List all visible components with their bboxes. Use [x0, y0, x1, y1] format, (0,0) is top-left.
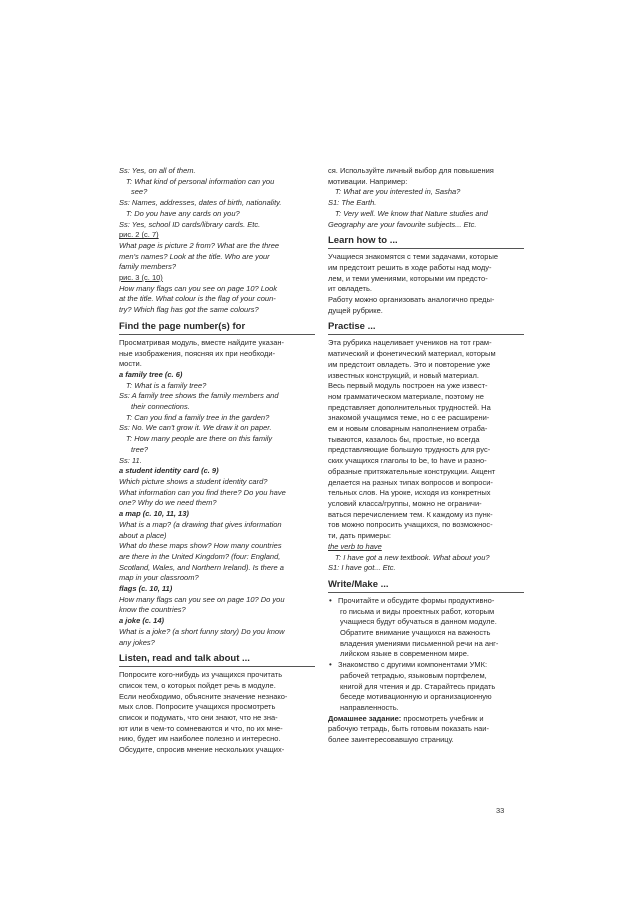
left-column	[119, 166, 315, 756]
text-line: Если необходимо, объясните значение незнако-	[119, 691, 288, 701]
text-line: ном грамматическом материале, поэтому не	[328, 391, 484, 401]
section-heading-wrap	[328, 235, 524, 249]
text-line: Эта рубрика нацеливает учеников на тот грам-	[328, 338, 492, 348]
text-line: one? Why do we need them?	[119, 498, 217, 508]
intro-block	[328, 166, 524, 230]
text-line: Просматривая модуль, вместе найдите указан-	[119, 337, 285, 347]
homework-label: Домашнее задание:	[328, 713, 402, 723]
text-line: know the countries?	[119, 605, 186, 615]
text-line: a map (c. 10, 11, 13)	[119, 509, 189, 519]
section-heading: Find the page number(s) for	[119, 320, 246, 332]
text-line: им предстоит овладеть. Это и повторение уже	[328, 359, 491, 369]
text-line: T: What kind of personal information can you	[126, 176, 275, 186]
text-line: ти, дать примеры:	[328, 531, 391, 541]
listen-block	[119, 670, 315, 756]
text-line: рис. 3 (с. 10)	[119, 273, 163, 283]
text-line: a student identity card (c. 9)	[119, 466, 219, 476]
text-line: Обратите внимание учащихся на важность	[340, 628, 491, 638]
text-line: any jokes?	[119, 637, 155, 647]
text-line: Geography are your favourite subjects... Etc.	[328, 219, 477, 229]
text-line: Попросите кого-нибудь из учащихся прочитать	[119, 670, 283, 680]
text-line: делается на разных типах вопросов и вопроси-	[328, 477, 493, 487]
text-line: известных конструкций, и новый материал.	[328, 370, 479, 380]
section-heading-wrap	[328, 321, 524, 335]
text-line: • Прочитайте и обсудите формы продуктивно-	[328, 596, 524, 607]
text-line: tree?	[131, 444, 149, 454]
text-line: представляющие большую трудность для рус-	[328, 445, 491, 455]
text-line: What is a map? (a drawing that gives information	[119, 519, 282, 529]
text-line: ся. Используйте личный выбор для повышения	[328, 166, 494, 175]
text-line: T: Very well. We know that Nature studies and	[335, 208, 488, 218]
text-line: flags (c. 10, 11)	[119, 584, 173, 594]
section-heading: Write/Make ...	[328, 578, 389, 590]
text-line: список тем, о которых пойдет речь в модуле.	[119, 680, 276, 690]
section-heading-wrap	[119, 653, 315, 667]
text-line: Весь первый модуль построен на уже извест-	[328, 381, 488, 391]
page-number: 33	[496, 806, 505, 815]
text-line: представляет дополнительных трудностей. На	[328, 402, 491, 412]
text-line: try? Which flag has got the same colours?	[119, 305, 259, 315]
text-line: ем и новым словарным наполнением отраба-	[328, 424, 488, 434]
text-line: What do these maps show? How many countries	[119, 541, 282, 551]
text-line: условий класса/группы, можно не ограничи-	[328, 498, 482, 508]
learn-block	[328, 252, 524, 316]
text-line: учащиеся будут обучаться в данном модуле.	[340, 617, 497, 627]
text-line: нию, будет им наиболее полезно и интересно.	[119, 734, 281, 744]
section-heading: Practise ...	[328, 321, 376, 333]
text-line: men's names? Look at the title. Who are your	[119, 251, 270, 261]
text-line: Ss: A family tree shows the family members and	[119, 391, 279, 401]
text-line: at the title. What colour is the flag of your coun-	[119, 294, 276, 304]
text-line: рабочую тетрадь, быть готовым показать наи-	[328, 724, 489, 734]
text-line: владения умениями письменной речи на анг-	[340, 638, 499, 648]
text-line: T: What is a family tree?	[126, 380, 207, 390]
text-line: мости.	[119, 359, 142, 369]
text-line: рис. 2 (с. 7)	[119, 230, 159, 240]
text-line: T: What are you interested in, Sasha?	[335, 187, 461, 197]
text-line: are there in the United Kingdom? (four: England,	[119, 551, 281, 561]
text-line: беседе мотивационную и организационную	[340, 692, 492, 702]
text-line: мотивации. Например:	[328, 176, 408, 186]
text-line: ских учащихся глаголы to be, to have и разно-	[328, 456, 487, 466]
text-line: T: How many people are there on this family	[126, 434, 273, 444]
homework-block	[328, 724, 524, 745]
text-line: Which picture shows a student identity card?	[119, 476, 268, 486]
text-line: ит овладеть.	[328, 284, 372, 294]
text-line: • Знакомство с другими компонентами УМК:	[328, 660, 524, 671]
text-line: T: Can you find a family tree in the garden?	[126, 412, 270, 422]
text-line: Работу можно организовать аналогично преды-	[328, 295, 495, 305]
text-line: T: Do you have any cards on you?	[126, 208, 240, 218]
text-line: a family tree (c. 6)	[119, 369, 183, 379]
text-line: дущей рубрике.	[328, 305, 383, 315]
text-line: образные притяжательные конструкции. Акцент	[328, 466, 496, 476]
text-line: Ss: Yes, on all of them.	[119, 166, 196, 175]
text-line: Учащиеся знакомятся с теми задачами, которые	[328, 252, 499, 262]
section-heading-wrap	[328, 579, 524, 593]
section-heading-wrap	[119, 321, 315, 335]
text-line: the verb to have	[328, 541, 382, 551]
text-line: Scotland, Wales, and Northern Ireland). Is there a	[119, 562, 284, 572]
text-line: S1: I have got... Etc.	[328, 563, 396, 573]
text-line: How many flags can you see on page 10? Look	[119, 283, 278, 293]
homework-text: просмотреть учебник и	[401, 713, 484, 723]
text-line: a joke (c. 14)	[119, 616, 165, 626]
text-line: матический и фонетический материал, которым	[328, 349, 496, 359]
text-line: What page is picture 2 from? What are the three	[119, 240, 280, 250]
text-line: Обсудите, спросив мнение нескольких учащих-	[119, 745, 285, 755]
text-line: Ss: 11.	[119, 455, 142, 465]
text-line: their connections.	[131, 402, 190, 412]
text-line: тываются, казалось бы, простые, но всегда	[328, 434, 480, 444]
text-line: тов можно попросить учащихся, по возможнос-	[328, 520, 493, 530]
text-line: family members?	[119, 262, 177, 272]
text-line: ные изображения, поясняя их при необходи-	[119, 348, 276, 358]
text-line: map in your classroom?	[119, 573, 199, 583]
text-line: ют или в чем-то сомневаются и что, по их мне-	[119, 723, 283, 733]
text-line: about a place)	[119, 530, 167, 540]
text-line: направленность.	[340, 702, 399, 712]
write-block	[328, 596, 524, 714]
text-line: What is a joke? (a short funny story) Do you know	[119, 626, 285, 636]
text-line: Ss: No. We can't grow it. We draw it on paper.	[119, 423, 272, 433]
right-column	[328, 166, 524, 746]
text-line: знакомой учащимся теме, но с ее расширени-	[328, 413, 490, 423]
practise-block	[328, 338, 524, 573]
text-line: How many flags can you see on page 10? Do you	[119, 594, 285, 604]
text-line: S1: The Earth.	[328, 198, 377, 208]
text-line: лийском языке в современном мире.	[340, 649, 469, 659]
section-heading: Learn how to ...	[328, 235, 398, 247]
find-block	[119, 338, 315, 648]
text-line: тельных слов. На уроке, исходя из конкретных	[328, 488, 491, 498]
dialog-block	[119, 166, 315, 316]
text-line: рабочей тетрадью, языковым портфелем,	[340, 670, 487, 680]
text-line: Ss: Names, addresses, dates of birth, nationality.	[119, 198, 282, 208]
text-line: им предстоит решить в ходе работы над моду-	[328, 262, 492, 272]
text-line: Ss: Yes, school ID cards/library cards. Etc.	[119, 219, 261, 229]
text-line: го письма и виды проектных работ, которым	[340, 606, 495, 616]
text-line: лем, и теми умениями, которыми им предсто-	[328, 273, 488, 283]
text-line: ваться перечислением тем. К каждому из пунк-	[328, 509, 493, 519]
text-line: see?	[131, 187, 148, 197]
homework-line	[328, 714, 524, 725]
text-line: What information can you find there? Do you have	[119, 487, 286, 497]
text-line: список и подумать, что они знают, что не зна-	[119, 713, 278, 723]
text-line: более заинтересовавшую страницу.	[328, 735, 454, 745]
section-heading: Listen, read and talk about ...	[119, 653, 250, 665]
text-line: T: I have got a new textbook. What about you?	[335, 552, 490, 562]
text-line: книгой для чтения и др. Старайтесь придать	[340, 681, 496, 691]
text-line: мых слов. Попросите учащихся просмотреть	[119, 702, 276, 712]
